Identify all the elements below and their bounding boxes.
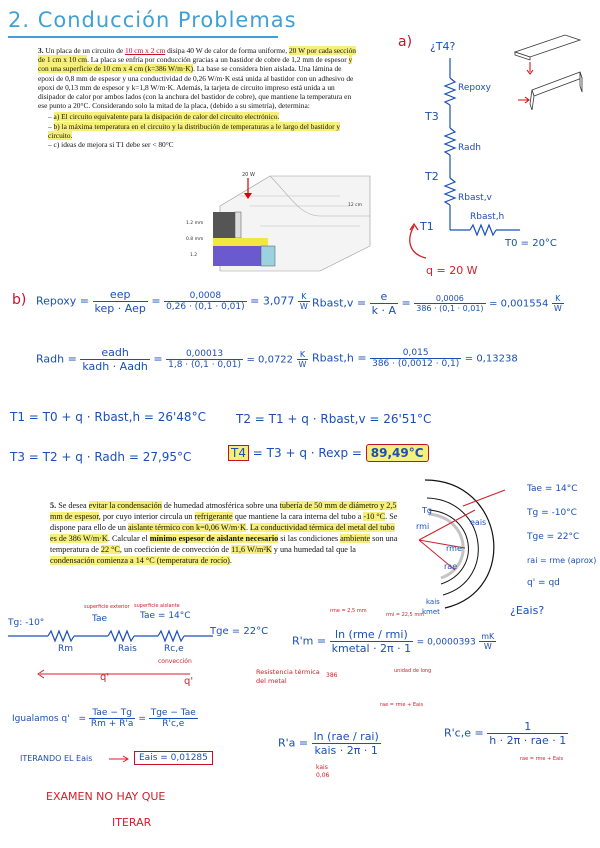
circuit5-tae-top: Tae	[92, 614, 108, 624]
eq-igualamos: Igualamos q' = $\frac{\text{Tae − Tg}}{Rm + R'a}$ = $\frac{\text{Tge − Tae}}{R'c,e}$	[12, 708, 196, 729]
p3-t5: y con una superficie de 10 cm x 4 cm (k=386 W/m·K)	[38, 55, 353, 74]
adhesive-layer	[213, 238, 268, 246]
circuit5-rcv: Rc,e	[164, 644, 184, 654]
given-tge: Tge = 22°C	[527, 532, 580, 542]
p3-t6: . La base se considera bien aislada. Una lámina de epoxi de 0,8 mm de espesor y una conductividad de 0,26 W/m·K está unida al bastidor con un adhesivo de epoxi de 0,13 mm de espesor y k=1,8 W/m·K. Además, la tarjeta de circuito impreso está unida a un disipador de calor por ambos lados (con la anchura del bastidor de cobre), que mantiene la temperatura en ese punto a 20°C. Considerando solo la mitad de la placa, (debido a su simetría), determina:	[38, 64, 354, 111]
fig-dim-left: 1.2 mm	[186, 221, 204, 226]
p3-t2: disipa 40 W de calor de forma uniforme,	[165, 46, 289, 55]
pipe-label-kmet: kmet	[422, 608, 440, 616]
circuit5-note2: superficie aislante	[134, 603, 180, 609]
eq-r-epoxy: Repoxy = $\frac{\text{eep}}{\text{kep · Aep}}$ = $\frac{0,0008}{0,26 \cdot (0,1 \cdot 0,01)}$ = 3,077 $\frac{K}{W}$	[36, 288, 308, 315]
problem3-number: 3.	[38, 46, 44, 55]
exam-note-1: EXAMEN NO HAY QUE	[46, 790, 166, 803]
problem3-item-c: – c) ideas de mejora si T1 debe ser < 80°C	[48, 140, 174, 150]
diagram-a-t1: T1	[420, 220, 434, 233]
question-eais: ¿Eais?	[510, 604, 545, 617]
fig-arrow-label: 20 W	[242, 172, 255, 178]
p3-t0: Un placa de un circuito de	[45, 46, 126, 55]
ra-note-val: 0,06	[316, 772, 330, 779]
eq-r-bast-h: Rbast,h = $\frac{0,015}{386 \cdot (0,0012 \cdot 0,1)}$ = 0,13238	[312, 348, 518, 369]
given-rai: rai = rme (aprox)	[527, 556, 597, 565]
rm-note-top: rme = 2,5 mm	[330, 608, 367, 614]
page-title: 2. Conducción Problemas	[8, 8, 297, 32]
circuit5-q2: q'	[184, 676, 194, 687]
pipe-label-rme: rme	[446, 544, 462, 553]
eais-result: Eais = 0,01285	[134, 751, 213, 765]
problem5-number: 5.	[50, 501, 57, 510]
diagram-a-q: q = 20 W	[426, 264, 478, 277]
diagram-a-rbasth: Rbast,h	[470, 212, 505, 222]
pipe-label-kais: kais	[426, 598, 440, 606]
eq-ra: R'a = $\frac{\text{ln (rae / rai)}}{\text{kais · 2π · 1}}$	[278, 730, 379, 757]
eq-rm: R'm = $\frac{\text{ln (rme / rmi)}}{\text{kmetal · 2π · 1}}$ = 0,0000393 $\frac{mK}{W}$	[292, 628, 495, 655]
given-tg: Tg = -10°C	[527, 508, 577, 518]
pipe-label-rae: rae	[444, 562, 458, 571]
problem3-item-b: – b) la máxima temperatura en el circuito y la distribución de temperaturas a le largo del bastidor y circuito.	[48, 121, 341, 140]
fig-dim-bottom: 1.2	[190, 253, 198, 258]
circuit5-conv: convección	[158, 658, 192, 665]
fig-dim-mid: 0.8 mm	[186, 237, 204, 242]
rm-note-top2: rmi = 22,5 mm	[386, 612, 425, 618]
epoxy-block	[213, 212, 235, 238]
pipe-diagram	[405, 470, 525, 610]
p3-t3: 20 W por cada sección de 1 cm x 10 cm	[38, 46, 357, 65]
diagram-a-t2: T2	[425, 170, 439, 183]
problem3-statement	[38, 46, 358, 149]
exam-note-2: ITERAR	[112, 816, 152, 829]
circuit5-q1: q'	[100, 672, 110, 683]
rm-note-386: 386	[326, 672, 338, 679]
eq-r-bast-v: Rbast,v = $\frac{e}{k \cdot A}$ = $\frac{0,0006}{386 \cdot (0,1 \cdot 0,01)}$ = 0,001554 $\frac{K}{W}$	[312, 290, 562, 317]
p3-t4: . La placa se enfría por conducción gracias a un bastidor de cobre de 1,2 mm de espesor	[87, 55, 349, 65]
problem5-statement: 5. Se desea evitar la condensación de humedad atmosférica sobre una tubería de 50 mm de diámetro y 2,5 mm de espesor, por cuyo interior circula un refrigerante que mantiene la cara interna del tubo a -10 °C. Se dispone para ello de un aislante térmico con k=0,06 W/m·K. La conductividad térmica del metal del tubo es de 386 W/m·K. Calcular el mínimo espesor de aislante necesario si las condiciones ambiente son una temperatura de 22 °C, un coeficiente de convección de 11,6 W/m²K y una humedad tal que la condensación comienza a 14 °C (temperatura de rocío).	[50, 500, 400, 566]
ra-note-kais: kais	[316, 764, 328, 771]
rm-note-unit: unidad de long	[394, 668, 432, 674]
eq-t4: T4 = T3 + q · Rexp = 89,49°C	[228, 446, 429, 460]
iterando-label: ITERANDO EL Eais	[20, 754, 93, 763]
diagram-a-rbastv: Rbast,v	[458, 193, 492, 203]
t4-result: 89,49°C	[366, 444, 429, 462]
eq-t2: T2 = T1 + q · Rbast,v = 26'51°C	[236, 412, 432, 426]
copper-frame	[213, 246, 261, 266]
circuit5-rm: Rm	[58, 644, 74, 654]
problem3-figure	[180, 166, 380, 276]
given-q: q' = qd	[527, 578, 560, 588]
diagram-a-radh: Radh	[458, 143, 481, 153]
diagram-a-repoxy: Repoxy	[458, 83, 491, 93]
p3-t1: 10 cm x 2 cm	[125, 46, 166, 55]
eq-t3: T3 = T2 + q · Radh = 27,95°C	[10, 450, 192, 464]
diagram-a-t4: ¿T4?	[430, 40, 456, 53]
rce-note: rae = rme + Eais	[520, 756, 564, 762]
diagram-a-q-arrow-icon	[404, 222, 434, 262]
circuit5-tae: Tae = 14°C	[140, 611, 191, 621]
given-tae: Tae = 14°C	[527, 484, 578, 494]
circuit5-tg: Tg: -10°	[8, 618, 45, 628]
eq-t1: T1 = T0 + q · Rbast,h = 26'48°C	[10, 410, 206, 424]
diagram-a-circuit	[440, 58, 550, 258]
circuit5-wire	[8, 626, 218, 656]
circuit5-tge: Tge = 22°C	[210, 626, 269, 637]
title-underline	[8, 36, 278, 38]
circuit5-note1: superficie exterior	[84, 604, 130, 610]
circuit5-rais: Rais	[118, 644, 137, 654]
iterando-arrow-icon	[108, 754, 130, 764]
eq-r-adh: Radh = $\frac{\text{eadh}}{\text{kadh · Aadh}}$ = $\frac{0,00013}{1,8 \cdot (0,1 \cdot 0,01)}$ = 0,0722 $\frac{K}{W}$	[36, 346, 307, 373]
part-b-label: b)	[12, 292, 27, 308]
diagram-a-t3: T3	[425, 110, 439, 123]
fig-dim-top: 12 cm	[348, 203, 363, 208]
problem3-item-a: – a) El circuito equivalente para la disipación de calor del circuito electrónico.	[48, 112, 280, 122]
pipe-label-tg: Tg	[422, 506, 432, 515]
rm-note: Resistencia térmica del metal	[256, 668, 320, 685]
diagram-a-label: a)	[398, 34, 413, 50]
eq-rce: R'c,e = $\frac{1}{\text{h · 2π · rae · 1}}$	[444, 720, 567, 747]
diagram-a-t0: T0 = 20°C	[505, 238, 557, 249]
ra-note: rae = rme + Eais	[380, 702, 424, 708]
heat-sink	[261, 246, 275, 266]
pipe-label-eais: eais	[470, 518, 487, 527]
pipe-label-rmi: rmi	[416, 522, 430, 531]
